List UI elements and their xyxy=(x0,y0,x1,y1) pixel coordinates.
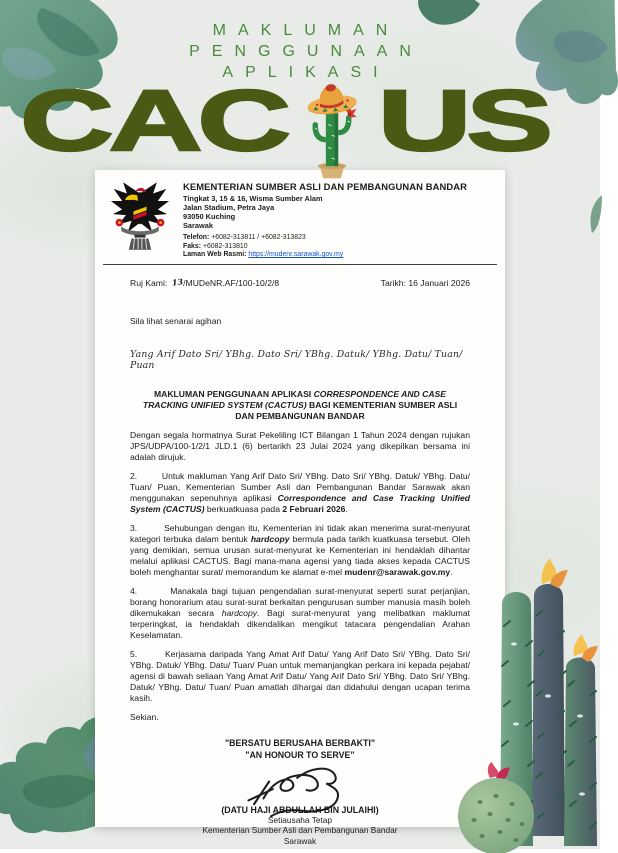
date-value: 16 Januari 2026 xyxy=(408,277,470,288)
closing: Sekian. xyxy=(130,711,159,722)
motto-english: "AN HONOUR TO SERVE” xyxy=(245,749,355,760)
letter-body xyxy=(130,278,470,847)
signature-block xyxy=(130,761,470,807)
letterhead xyxy=(110,179,497,260)
distribution-note: Sila lihat senarai agihan xyxy=(130,315,222,326)
official-letter xyxy=(95,170,505,846)
motto xyxy=(130,737,470,761)
web-label: Laman Web Rasmi: xyxy=(183,251,247,259)
phone-line xyxy=(183,234,467,243)
ref-label: Ruj Kami: xyxy=(130,277,168,288)
announce-line-3: APLIKASI xyxy=(222,64,390,81)
ministry-contacts xyxy=(183,234,467,260)
ref-handwritten-number: 13 xyxy=(171,276,184,288)
signatory-name: (DATU HAJI ABDULLAH BIN JULAIHI) xyxy=(221,804,379,815)
official-website-link[interactable]: https://mudenr.sarawak.gov.my xyxy=(248,251,344,259)
cactus-wordmark xyxy=(0,73,600,182)
paragraph-1: Dengan segala hormatnya Surat Pekeliling ICT Bilangan 1 Tahun 2024 dengan rujukan JPS/UDPA/100-1/2/1 JLD.1 (6) bertarikh 23 Julai 2024 yang dikepilkan bersama ini adalah dirujuk. xyxy=(130,429,470,462)
reference-number xyxy=(130,278,279,288)
motto-malay: "BERSATU BERUSAHA BERBAKTI" xyxy=(224,737,376,748)
paragraph-3: 3. Sehubungan dengan itu, Kementerian ini tidak akan menerima surat-menyurat kategori terbuka dalam bentuk hardcopy bermula pada tarikh kuatkuasa tersebut. Oleh yang demikian, semua urusan surat-menyurat ke Kementerian ini hendaklah dihantar melalui aplikasi CACTUS. Bagi mana-mana agensi yang tiada akses kepada CACTUS boleh menghantar surat/ memorandum ke alamat e-mel mudenr@sarawak.gov.my. xyxy=(130,522,470,577)
announce-line-1: MAKLUMAN xyxy=(212,22,400,39)
announce-line-2: PENGGUNAAN xyxy=(189,43,423,60)
sarawak-crest-icon xyxy=(110,179,170,253)
fax-value: +6082-313810 xyxy=(202,242,248,250)
salutation: Yang Arif Dato Sri/ YBhg. Dato Sri/ YBhg. Datuk/ YBhg. Datu/ Tuan/ Puan xyxy=(130,348,463,371)
watercolor-leaf-tip-icon xyxy=(588,195,602,235)
letterhead-divider xyxy=(103,264,497,265)
web-line xyxy=(183,251,467,260)
signatory-title: Setiausaha Tetap xyxy=(268,814,332,825)
fax-line xyxy=(183,243,467,252)
letter-title: MAKLUMAN PENGGUNAAN APLIKASI CORRESPONDENCE AND CASE TRACKING UNIFIED SYSTEM (CACTUS) BAGI KEMENTERIAN SUMBER ASLI DAN PEMBANGUNAN BANDAR xyxy=(142,388,458,421)
ref-value: /MUDeNR.AF/100-10/2/8 xyxy=(183,277,280,288)
wordmark-right-letters: US xyxy=(377,73,549,169)
ministry-address xyxy=(183,194,467,230)
fax-label: Faks: xyxy=(183,242,202,250)
signatory-organisation: Kementerian Sumber Asli dan Pembangunan Bandar xyxy=(202,825,398,836)
date-label: Tarikh: xyxy=(380,277,406,288)
address-line: Sarawak xyxy=(183,221,213,230)
address-line: Tingkat 3, 15 & 16, Wisma Sumber Alam xyxy=(183,194,323,203)
address-line: 93050 Kuching xyxy=(183,212,236,221)
sombrero-cactus-icon xyxy=(288,80,376,180)
phone-label: Telefon: xyxy=(183,234,210,241)
paragraph-5: 5. Kerjasama daripada Yang Amat Arif Datu/ Yang Arif Dato Sri/ YBhg. Dato Sri/ YBhg. Datuk/ YBhg. Datu/ Tuan/ Puan untuk memanjangkan perkara ini kepada pejabat/ agensi di bawah seliaan Yang Amat Arif Datu/ Yang Arif Dato Sri/ YBhg. Dato Sri/ YBhg. Datuk/ YBhg. Datu/ Tuan/ Puan amatlah dihargai dan didahului dengan ucapan terima kasih. xyxy=(130,648,470,703)
reference-date-row xyxy=(130,278,470,288)
signatory-state: Sarawak xyxy=(283,835,317,846)
watercolor-ball-cactus-icon xyxy=(450,762,550,852)
paragraph-2: 2. Untuk makluman Yang Arif Dato Sri/ YBhg. Dato Sri/ YBhg. Datuk/ YBhg. Datu/ Tuan/ Puan, Kementerian Sumber Asli dan Pembangunan Bandar Sarawak akan menggunakan sepenuhnya aplikasi Correspondence and Case Tracking Unified System (CACTUS) berkuatkuasa pada 2 Februari 2026. xyxy=(130,470,470,514)
address-line: Jalan Stadium, Petra Jaya xyxy=(183,203,275,212)
wordmark-left-letters: CAC xyxy=(19,73,286,169)
letter-date xyxy=(381,278,470,288)
paragraph-4: 4. Manakala bagi tujuan pengendalian surat-menyurat seperti surat perjanjian, borang honorarium atau surat-surat berkaitan pengurusan sumber manusia masih boleh dikemukakan secara hardcopy. Bagi surat-menyurat yang melibatkan maklumat terperingkat, ia hendaklah dikendalikan mengikut tatacara pengendalian Arahan Keselamatan. xyxy=(130,585,470,640)
phone-value: +6082-313811 / +6082-313823 xyxy=(211,234,306,241)
ministry-name: KEMENTERIAN SUMBER ASLI DAN PEMBANGUNAN BANDAR xyxy=(183,181,467,192)
